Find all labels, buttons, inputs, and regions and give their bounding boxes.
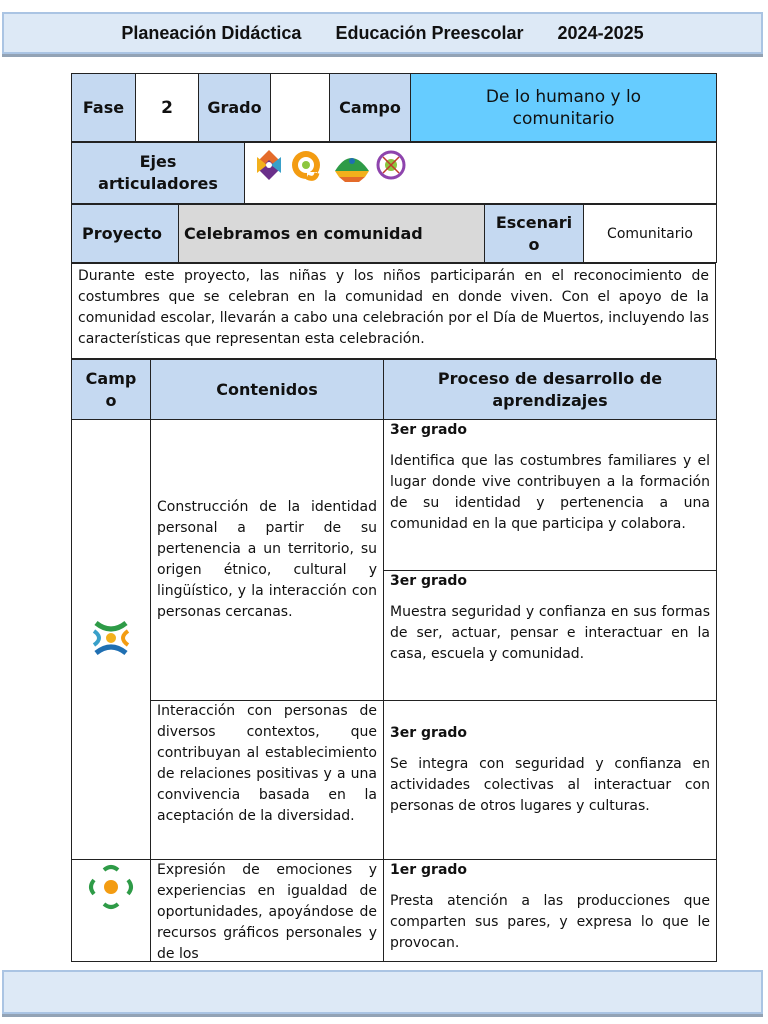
grado-label: 3er grado	[390, 422, 468, 438]
description-table	[71, 263, 716, 359]
vida-saludable-icon	[378, 152, 404, 178]
header-year: 2024-2025	[557, 22, 644, 43]
header-level: Educación Preescolar	[335, 22, 524, 43]
campo-value: De lo humano y lo comunitario	[411, 74, 717, 142]
col-header-contenidos: Contenidos	[151, 360, 384, 420]
escenario-value: Comunitario	[584, 205, 717, 263]
proceso-2-1	[384, 701, 717, 860]
proyecto-label: Proyecto	[72, 205, 179, 263]
proyecto-table	[71, 204, 717, 263]
ejes-table	[71, 142, 717, 204]
proceso-text: Se integra con seguridad y confianza en actividades colectivas al interactuar con personas de otros lugares y culturas.	[390, 756, 710, 814]
header-banner	[2, 12, 763, 54]
campo-icon-cell-2	[72, 860, 151, 962]
contenidos-table	[71, 359, 717, 962]
fase-value: 2	[136, 74, 199, 142]
proceso-text: Muestra seguridad y confianza en sus formas de ser, actuar, pensar e interactuar en la casa, escuela y comunidad.	[390, 604, 710, 662]
proceso-text: Presta atención a las producciones que comparten sus pares, y expresa lo que le provocan.	[390, 893, 710, 951]
table-row	[72, 701, 717, 860]
ejes-icons	[245, 143, 717, 204]
proceso-1-2	[384, 571, 717, 701]
grado-label: Grado	[199, 74, 271, 142]
contenido-2: Interacción con personas de diversos contextos, que contribuyan al establecimiento de relaciones positivas y a una convivencia basada en la aceptación de la diversidad.	[151, 701, 384, 860]
campo-label: Campo	[330, 74, 411, 142]
table-row	[72, 420, 717, 571]
grado-label: 1er grado	[390, 862, 468, 878]
contenido-3-text: Expresión de emociones y experiencias en igualdad de oportunidades, apoyándose de recursos gráficos personales y de los	[157, 862, 377, 960]
ejes-icons-svg	[249, 147, 429, 189]
ejes-label: Ejes articuladores	[72, 143, 245, 204]
grado-value	[271, 74, 330, 142]
grado-label: 3er grado	[390, 573, 468, 589]
proceso-text: Identifica que las costumbres familiares y el lugar donde vive contribuyen a la formación de su identidad y pertenencia a una comunidad en la que participa y colabora.	[390, 453, 710, 532]
header-title: Planeación Didáctica	[121, 22, 302, 43]
inclusion-icon	[257, 150, 281, 180]
humano-comunitario-icon	[86, 613, 136, 663]
planning-document	[71, 73, 716, 962]
interculturalidad-icon	[335, 158, 369, 182]
contenido-3	[151, 860, 384, 962]
col-header-campo: Campo	[72, 360, 151, 420]
grado-label: 3er grado	[390, 725, 468, 741]
proyecto-value: Celebramos en comunidad	[179, 205, 485, 263]
escenario-label: Escenario	[485, 205, 584, 263]
lenguajes-icon	[86, 862, 136, 912]
proceso-1-1	[384, 420, 717, 571]
fase-label: Fase	[72, 74, 136, 142]
campo-icon-cell	[72, 420, 151, 860]
pensamiento-critico-icon	[292, 151, 320, 182]
col-header-proceso: Proceso de desarrollo de aprendizajes	[384, 360, 717, 420]
table-row	[72, 860, 717, 962]
info-table	[71, 73, 717, 142]
contenido-1: Construcción de la identidad personal a partir de su pertenencia a un territorio, su origen étnico, cultural y lingüístico, y la interacción con personas cercanas.	[151, 420, 384, 701]
footer-banner	[2, 970, 763, 1014]
project-description: Durante este proyecto, las niñas y los niños participarán en el reconocimiento de costumbres que se celebran en la comunidad en donde viven. Con el apoyo de la comunidad escolar, llevarán a cabo una celebración por el Día de Muertos, incluyendo las características que representan esta celebración.	[72, 264, 716, 359]
proceso-3-1	[384, 860, 717, 962]
